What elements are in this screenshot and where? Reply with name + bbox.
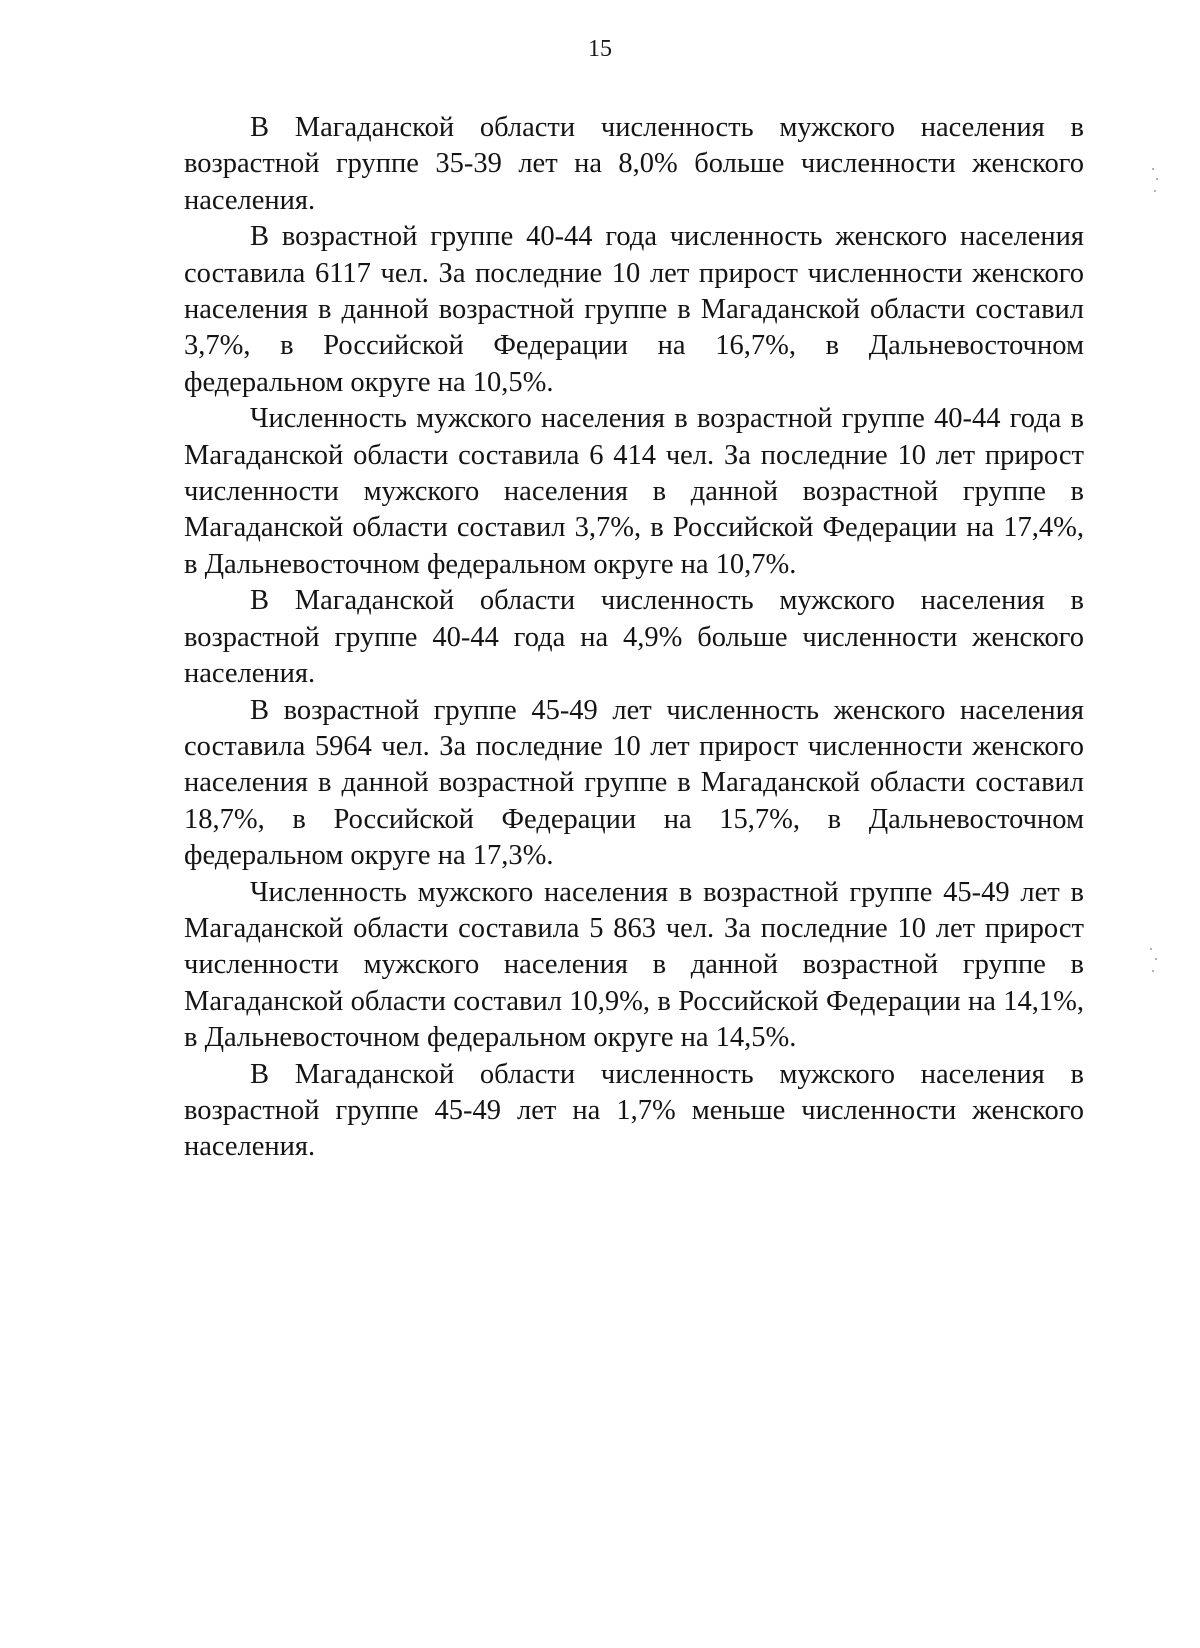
scan-speck	[1154, 190, 1156, 192]
paragraph: В Магаданской области численность мужского населения в возрастной группе 40-44 года на 4,9% больше численности женского населения.	[184, 585, 1084, 690]
scan-speck	[1156, 178, 1158, 180]
document-body	[184, 110, 1084, 1166]
paragraph: В возрастной группе 45-49 лет численность женского населения составила 5964 чел. За последние 10 лет прирост численности женского населения в данной возрастной группе в Магаданской области составил 18,7%, в Российской Федерации на 15,7%, в Дальневосточном федеральном округе на 17,3%.	[184, 694, 1084, 872]
scan-speck	[1150, 948, 1152, 950]
paragraph: В возрастной группе 40-44 года численность женского населения составила 6117 чел. За последние 10 лет прирост численности женского населения в данной возрастной группе в Магаданской области составил 3,7%, в Российской Федерации на 16,7%, в Дальневосточном федеральном округе на 10,5%.	[184, 221, 1084, 398]
paragraph: Численность мужского населения в возрастной группе 40-44 года в Магаданской области составила 6 414 чел. За последние 10 лет прирост численности мужского населения в данной возрастной группе в Магаданской области составил 3,7%, в Российской Федерации на 17,4%, в Дальневосточном федеральном округе на 10,7%.	[184, 403, 1084, 580]
paragraph: Численность мужского населения в возрастной группе 45-49 лет в Магаданской области составила 5 863 чел. За последние 10 лет прирост численности мужского населения в данной возрастной группе в Магаданской области составил 10,9%, в Российской Федерации на 14,1%, в Дальневосточном федеральном округе на 14,5%.	[184, 876, 1084, 1054]
scan-speck	[1152, 970, 1154, 972]
paragraph: В Магаданской области численность мужского населения в возрастной группе 35-39 лет на 8,0% больше численности женского населения.	[184, 112, 1084, 216]
page-number: 15	[588, 36, 612, 62]
scan-speck	[1152, 168, 1154, 170]
scan-speck	[1155, 958, 1157, 960]
paragraph: В Магаданской области численность мужского населения в возрастной группе 45-49 лет на 1,7% меньше численности женского населения.	[184, 1058, 1084, 1163]
